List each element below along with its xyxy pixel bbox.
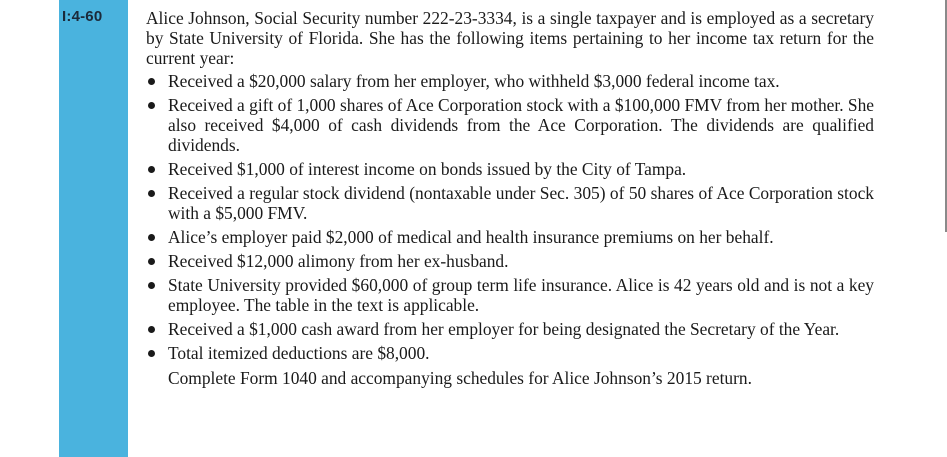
- problem-body: [146, 8, 874, 388]
- bullet-icon: [148, 326, 155, 333]
- list-item: [146, 251, 874, 271]
- item-text: Received a gift of 1,000 shares of Ace Corporation stock with a $100,000 FMV from her mother. She also received $4,000 of cash dividends from the Ace Corporation. The dividends are qualified dividends.: [168, 95, 874, 155]
- list-item: [146, 319, 874, 339]
- list-item: [146, 275, 874, 315]
- bullet-icon: [148, 166, 155, 173]
- list-item: [146, 95, 874, 155]
- problem-intro: Alice Johnson, Social Security number 222-23-3334, is a single taxpayer and is employed as a secretary by State University of Florida. She has the following items pertaining to her income tax return for the current year:: [146, 8, 874, 68]
- bullet-icon: [148, 234, 155, 241]
- item-text: State University provided $60,000 of group term life insurance. Alice is 42 years old and is not a key employee. The table in the text is applicable.: [168, 275, 874, 315]
- item-text: Received a regular stock dividend (nontaxable under Sec. 305) of 50 shares of Ace Corporation stock with a $5,000 FMV.: [168, 183, 874, 223]
- item-text: Received $12,000 alimony from her ex-husband.: [168, 251, 509, 271]
- problem-number: I:4-60: [62, 8, 103, 25]
- problem-sidebar: [59, 0, 128, 457]
- item-text: Received a $20,000 salary from her employer, who withheld $3,000 federal income tax.: [168, 71, 780, 91]
- list-item: [146, 343, 874, 363]
- item-text: Received a $1,000 cash award from her employer for being designated the Secretary of the Year.: [168, 319, 840, 339]
- bullet-icon: [148, 102, 155, 109]
- list-item: [146, 71, 874, 91]
- list-item: [146, 183, 874, 223]
- list-item: [146, 227, 874, 247]
- closing-instruction: Complete Form 1040 and accompanying schedules for Alice Johnson’s 2015 return.: [168, 368, 752, 388]
- item-list: [146, 71, 874, 363]
- item-text: Total itemized deductions are $8,000.: [168, 343, 430, 363]
- item-text: Received $1,000 of interest income on bonds issued by the City of Tampa.: [168, 159, 687, 179]
- bullet-icon: [148, 190, 155, 197]
- list-item: [146, 159, 874, 179]
- bullet-icon: [148, 282, 155, 289]
- bullet-icon: [148, 350, 155, 357]
- bullet-icon: [148, 258, 155, 265]
- item-text: Alice’s employer paid $2,000 of medical and health insurance premiums on her behalf.: [168, 227, 774, 247]
- bullet-icon: [148, 78, 155, 85]
